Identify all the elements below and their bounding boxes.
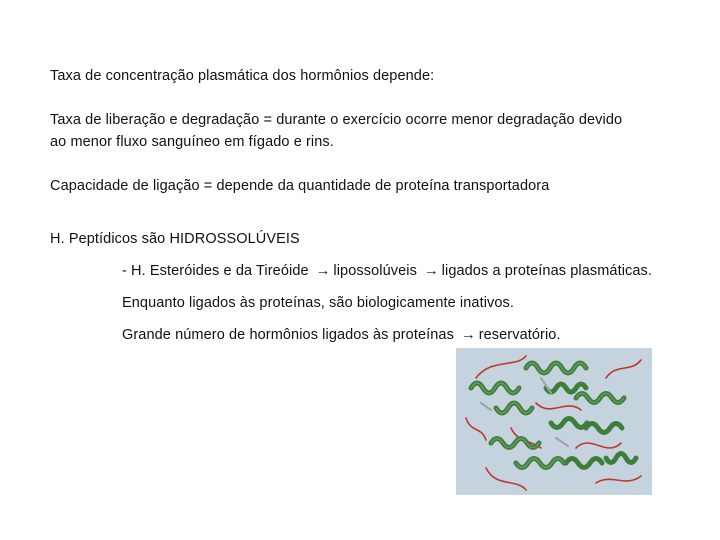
paragraph-line-1a: Taxa de liberação e degradação = durante o exercício ocorre menor degradação devido <box>50 112 623 128</box>
heading-line: Taxa de concentração plasmática dos hormônios depende: <box>50 68 435 84</box>
right-arrow-icon: → <box>461 327 476 343</box>
bullet-line-1-part-a: - H. Esteróides e da Tireóide <box>122 263 309 279</box>
bullet-line-2: Enquanto ligados às proteínas, são biologicamente inativos. <box>122 295 515 311</box>
bullet-line-1-part-c: ligados a proteínas plasmáticas. <box>441 263 653 279</box>
protein-ribbon-structure-icon <box>456 348 652 495</box>
paragraph-line-3: H. Peptídicos são HIDROSSOLÚVEIS <box>50 231 300 247</box>
right-arrow-icon: → <box>315 263 331 279</box>
right-arrow-icon: → <box>424 263 439 279</box>
bullet-line-3 <box>122 325 561 345</box>
bullet-line-3-part-b: reservatório. <box>478 327 561 343</box>
bullet-line-1-part-b: lipossolúveis <box>333 263 417 279</box>
bullet-line-1 <box>122 261 652 281</box>
paragraph-line-1b: ao menor fluxo sanguíneo em fígado e rins. <box>50 134 334 150</box>
bullet-line-3-part-a: Grande número de hormônios ligados às proteínas <box>122 327 454 343</box>
paragraph-line-2: Capacidade de ligação = depende da quantidade de proteína transportadora <box>50 178 550 194</box>
